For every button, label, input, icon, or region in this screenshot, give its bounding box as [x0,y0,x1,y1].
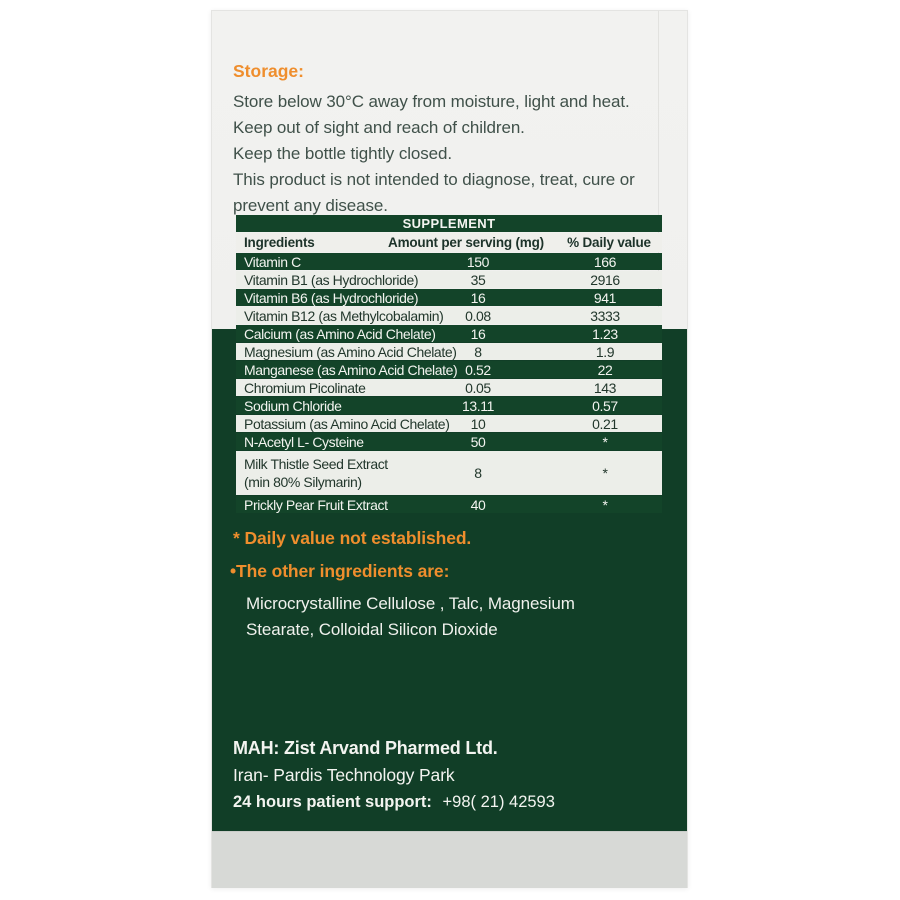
table-row [236,433,662,450]
amount-value: 16 [470,289,486,306]
daily-value: 3333 [590,307,620,324]
support-label: 24 hours patient support: [233,793,432,811]
other-ingredients-text: Microcrystalline Cellulose , Talc, Magnesium Stearate, Colloidal Silicon Dioxide [246,594,575,639]
daily-value: 1.23 [592,325,618,342]
amount-value: 16 [470,325,486,342]
daily-value-note: * Daily value not established. [233,528,472,548]
daily-value: 166 [593,253,617,270]
storage-line: This product is not intended to diagnose, treat, cure or prevent any disease. [233,170,635,215]
daily-value: 941 [593,289,617,306]
storage-heading: Storage: [233,61,304,81]
table-row [236,253,662,270]
daily-value: * [602,433,608,450]
ingredient-name: Vitamin B6 (as Hydrochloride) [244,289,419,306]
manufacturer-block [233,735,555,816]
daily-value: 2916 [590,271,620,288]
table-row [236,451,662,495]
table-row [236,496,662,513]
daily-value: 143 [593,379,617,396]
ingredient-name: N-Acetyl L- Cysteine [244,433,364,450]
amount-value: 40 [470,496,486,513]
support-line [233,789,555,816]
daily-value: 22 [597,361,613,378]
ingredient-name: Calcium (as Amino Acid Chelate) [244,325,436,342]
ingredient-name: Potassium (as Amino Acid Chelate) [244,415,450,432]
amount-value: 8 [474,343,482,360]
ingredient-name: Vitamin B12 (as Methylcobalamin) [244,307,444,324]
daily-value: 0.21 [592,415,618,432]
amount-value: 0.52 [465,361,491,378]
table-row [236,397,662,414]
table-row [236,361,662,378]
storage-line: Keep out of sight and reach of children. [233,118,525,137]
storage-section [233,61,677,219]
table-row [236,415,662,432]
supplement-table-title: SUPPLEMENT [236,215,662,232]
supplement-table-header [236,233,662,252]
ingredient-name: Vitamin B1 (as Hydrochloride) [244,271,419,288]
amount-value: 0.05 [465,379,491,396]
mah-line: MAH: Zist Arvand Pharmed Ltd. [233,738,498,758]
box-bottom-flap [212,831,687,888]
daily-value: * [602,465,608,481]
ingredient-name: Milk Thistle Seed Extract (min 80% Silymarin) [244,456,388,490]
supplement-box-back-panel [211,10,688,888]
ingredient-name: Chromium Picolinate [244,379,366,396]
daily-value: 0.57 [592,397,618,414]
amount-value: 150 [466,253,490,270]
storage-line: Keep the bottle tightly closed. [233,144,452,163]
table-row [236,289,662,306]
support-phone: +98( 21) 42593 [442,793,555,811]
column-header-daily-value: % Daily value [567,235,651,250]
column-header-ingredients: Ingredients [244,235,315,250]
amount-value: 35 [470,271,486,288]
ingredient-name: Manganese (as Amino Acid Chelate) [244,361,458,378]
address-line: Iran- Pardis Technology Park [233,765,455,785]
ingredient-name: Sodium Chloride [244,397,342,414]
daily-value: * [602,496,608,513]
table-row [236,379,662,396]
ingredient-name: Prickly Pear Fruit Extract [244,496,388,513]
amount-value: 8 [474,465,482,481]
other-ingredients-heading: •The other ingredients are: [230,561,450,581]
column-header-amount: Amount per serving (mg) [388,235,544,250]
supplement-table [236,215,662,514]
table-row [236,307,662,324]
table-row [236,325,662,342]
table-row [236,271,662,288]
amount-value: 10 [470,415,486,432]
storage-line: Store below 30°C away from moisture, light and heat. [233,92,630,111]
table-body [236,253,662,513]
amount-value: 13.11 [462,397,494,414]
ingredient-name: Vitamin C [244,253,301,270]
amount-value: 0.08 [465,307,491,324]
daily-value: 1.9 [595,343,615,360]
ingredient-name: Magnesium (as Amino Acid Chelate) [244,343,457,360]
table-row [236,343,662,360]
amount-value: 50 [470,433,486,450]
